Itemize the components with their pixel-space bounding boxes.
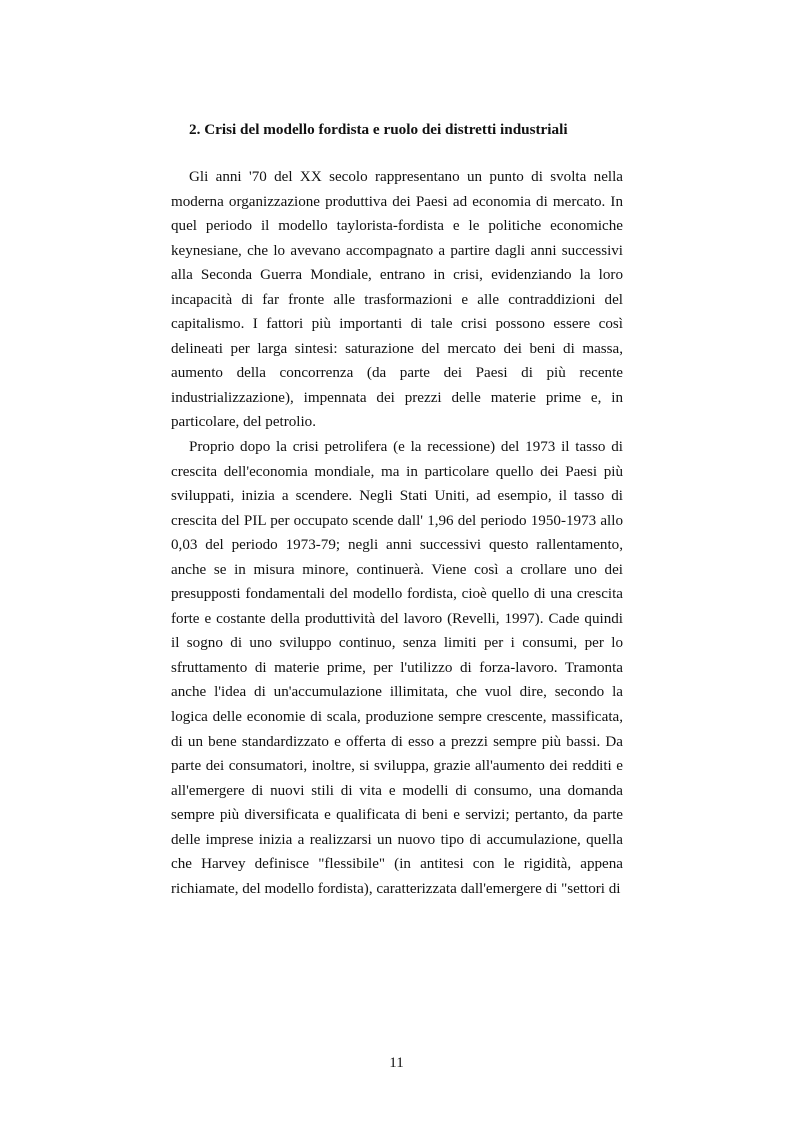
paragraph-1: Gli anni '70 del XX secolo rappresentano un punto di svolta nella moderna organizzazione produttiva dei Paesi ad economia di mercato. In quel periodo il modello taylorista-fordista e le politiche economiche keynesiane, che lo avevano accompagnato a partire dagli anni successivi alla Seconda Guerra Mondiale, entrano in crisi, evidenziando la loro incapacità di far fronte alle trasformazioni e alle contraddizioni del capitalismo. I fattori più importanti di tale crisi possono essere così delineati per larga sintesi: saturazione del mercato dei beni di massa, aumento della concorrenza (da parte dei Paesi di più recente industrializzazione), impennata dei prezzi delle materie prime e, in particolare, del petrolio. xyxy=(171,169,623,431)
page-number: 11 xyxy=(389,1055,404,1071)
paragraph-2: Proprio dopo la crisi petrolifera (e la recessione) del 1973 il tasso di crescita dell'economia mondiale, ma in particolare quello dei Paesi più sviluppati, inizia a scendere. Negli Stati Uniti, ad esempio, il tasso di crescita del PIL per occupato scende dall' 1,96 del periodo 1950-1973 allo 0,03 del periodo 1973-79; negli anni successivi questo rallentamento, anche se in misura minore, continuerà. Viene così a crollare uno dei presupposti fondamentali del modello fordista, cioè quello di una crescita forte e costante della produttività del lavoro (Revelli, 1997). Cade quindi il sogno di uno sviluppo continuo, senza limiti per i consumi, per lo sfruttamento di materie prime, per l'utilizzo di forza-lavoro. Tramonta anche l'idea di un'accumulazione illimitata, che vuol dire, secondo la logica delle economie di scala, produzione sempre crescente, massificata, di un bene standardizzato e offerta di esso a prezzi sempre più bassi. Da parte dei consumatori, inoltre, si sviluppa, grazie all'aumento dei redditi e all'emergere di nuovi stili di vita e modelli di consumo, una domanda sempre più diversificata e qualificata di beni e servizi; pertanto, da parte delle imprese inizia a realizzarsi un nuovo tipo di accumulazione, quella che Harvey definisce "flessibile" (in antitesi con le rigidità, appena richiamate, del modello fordista), caratterizzata dall'emergere di "settori di xyxy=(171,439,623,897)
section-heading: 2. Crisi del modello fordista e ruolo dei distretti industriali xyxy=(189,121,568,138)
body-text xyxy=(171,165,623,901)
